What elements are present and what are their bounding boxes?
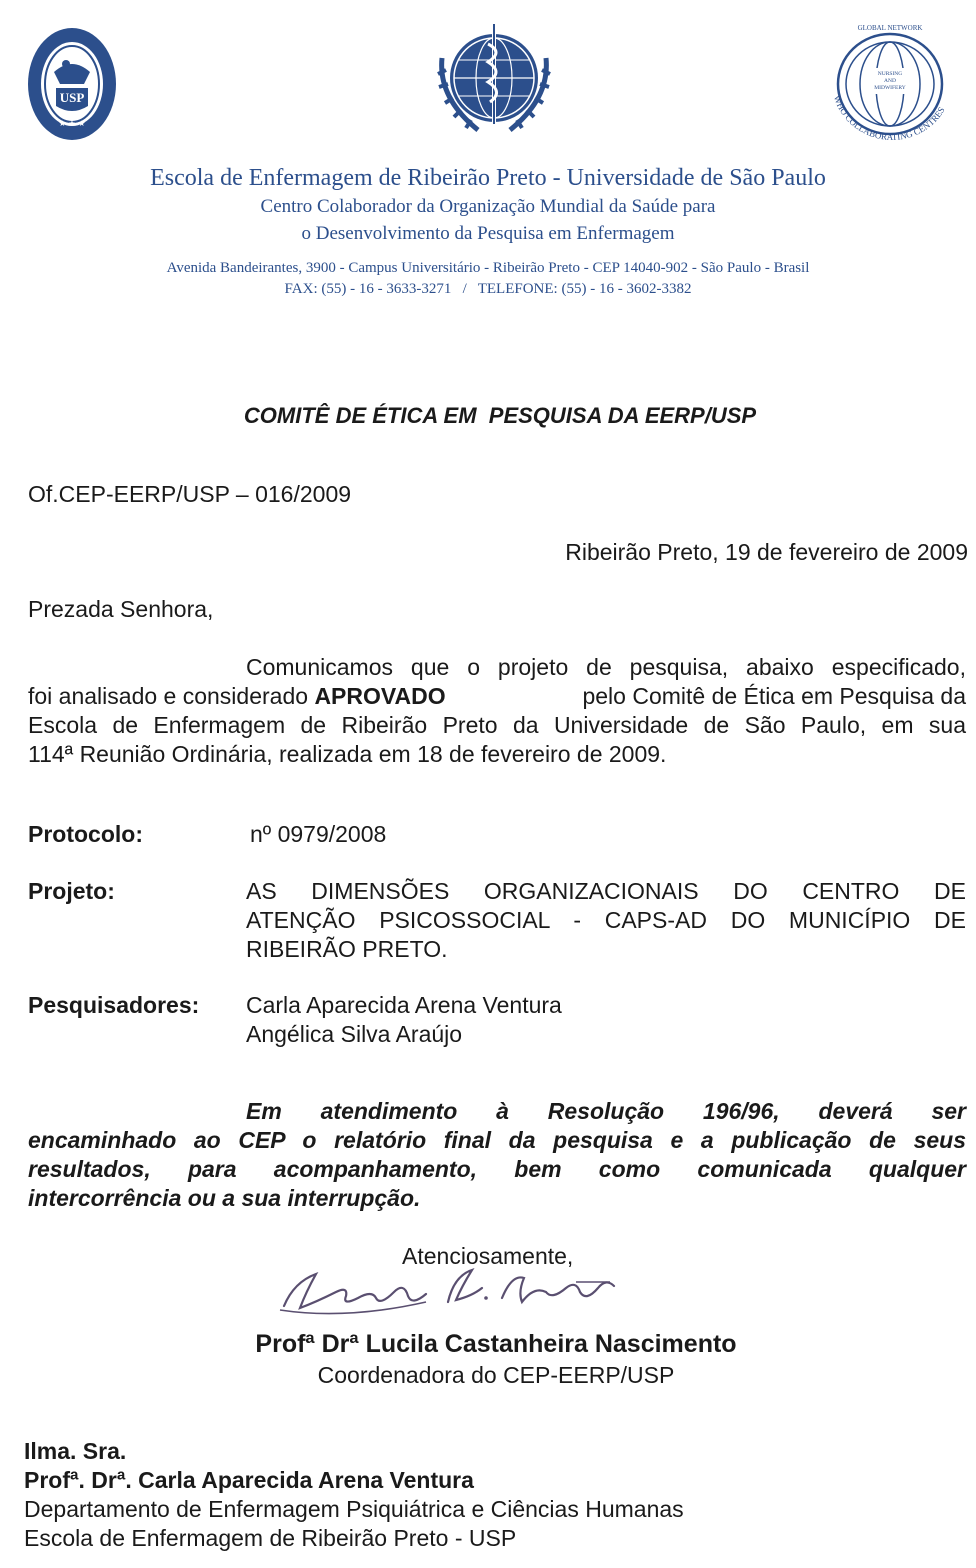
- researchers-label: Pesquisadores:: [28, 992, 200, 1018]
- svg-text:USP: USP: [59, 90, 85, 105]
- body-line-2-suffix: pelo Comitê de Ética em Pesquisa da: [582, 683, 966, 709]
- institution-name: Escola de Enfermagem de Ribeirão Preto - Universidade de São Paulo: [150, 165, 826, 191]
- letter-date: Ribeirão Preto, 19 de fevereiro de 2009: [565, 539, 968, 565]
- project-line-1: AS DIMENSÕES ORGANIZACIONAIS DO CENTRO DE: [246, 878, 966, 904]
- note-line-3: resultados, para acompanhamento, bem como comunicada qualquer: [28, 1156, 966, 1182]
- note-line-2: encaminhado ao CEP o relatório final da pesquisa e a publicação de seus: [28, 1127, 966, 1153]
- project-label: Projeto:: [28, 878, 115, 904]
- closing: Atenciosamente,: [402, 1243, 574, 1269]
- note-line-1: Em atendimento à Resolução 196/96, deverá ser: [246, 1098, 966, 1124]
- protocol-value: nº 0979/2008: [250, 821, 387, 847]
- reference-number: Of.CEP-EERP/USP – 016/2009: [28, 481, 352, 507]
- svg-text:NURSING: NURSING: [877, 71, 903, 77]
- who-emblem-logo: [428, 18, 560, 144]
- protocol-label: Protocolo:: [28, 821, 143, 847]
- collaborating-centre-line2: o Desenvolvimento da Pesquisa em Enfermagem: [301, 223, 675, 244]
- body-line-2: [28, 682, 966, 711]
- svg-text:AND: AND: [884, 78, 896, 84]
- handwritten-signature: [276, 1262, 626, 1324]
- who-collaborating-centres-logo: [826, 20, 958, 142]
- svg-text:GLOBAL NETWORK: GLOBAL NETWORK: [857, 24, 923, 32]
- project-line-2: ATENÇÃO PSICOSSOCIAL - CAPS-AD DO MUNICÍPIO DE: [246, 907, 966, 933]
- eerp-usp-seal-logo: [26, 26, 118, 142]
- signer-name: Profª Drª Lucila Castanheira Nascimento: [255, 1330, 737, 1358]
- committee-title: COMITÊ DE ÉTICA EM PESQUISA DA EERP/USP: [243, 403, 757, 428]
- body-line-4: 114ª Reunião Ordinária, realizada em 18 de fevereiro de 2009.: [28, 741, 667, 767]
- institution-address: Avenida Bandeirantes, 3900 - Campus Universitário - Ribeirão Preto - CEP 14040-902 - São Paulo - Brasil: [166, 260, 810, 276]
- institution-contact: FAX: (55) - 16 - 3633-3271 / TELEFONE: (55) - 16 - 3602-3382: [284, 281, 692, 297]
- svg-text:WHO COLLABORATING CENTRES: WHO COLLABORATING CENTRES: [831, 93, 947, 142]
- body-line-3: Escola de Enfermagem de Ribeirão Preto da Universidade de São Paulo, em sua: [28, 712, 966, 738]
- recipient-salutation: Ilma. Sra.: [24, 1438, 127, 1464]
- recipient-school: Escola de Enfermagem de Ribeirão Preto - USP: [24, 1525, 517, 1551]
- svg-text:MIDWIFERY: MIDWIFERY: [874, 85, 906, 91]
- researcher-1: Carla Aparecida Arena Ventura: [246, 992, 562, 1018]
- recipient-name: Profª. Drª. Carla Aparecida Arena Ventura: [24, 1467, 474, 1493]
- recipient-department: Departamento de Enfermagem Psiquiátrica e Ciências Humanas: [24, 1496, 684, 1522]
- signer-role: Coordenadora do CEP-EERP/USP: [317, 1362, 675, 1388]
- researcher-2: Angélica Silva Araújo: [246, 1021, 463, 1047]
- collaborating-centre-line1: Centro Colaborador da Organização Mundial da Saúde para: [260, 196, 716, 217]
- note-line-4: intercorrência ou a sua interrupção.: [28, 1185, 421, 1211]
- svg-text:★ ★ ★: ★ ★ ★: [58, 119, 86, 128]
- project-line-3: RIBEIRÃO PRETO.: [246, 936, 448, 962]
- approved-status: APROVADO: [314, 683, 446, 709]
- salutation: Prezada Senhora,: [28, 596, 214, 622]
- body-line-2-prefix: foi analisado e considerado: [28, 683, 309, 709]
- body-line-1: Comunicamos que o projeto de pesquisa, abaixo especificado,: [246, 654, 966, 680]
